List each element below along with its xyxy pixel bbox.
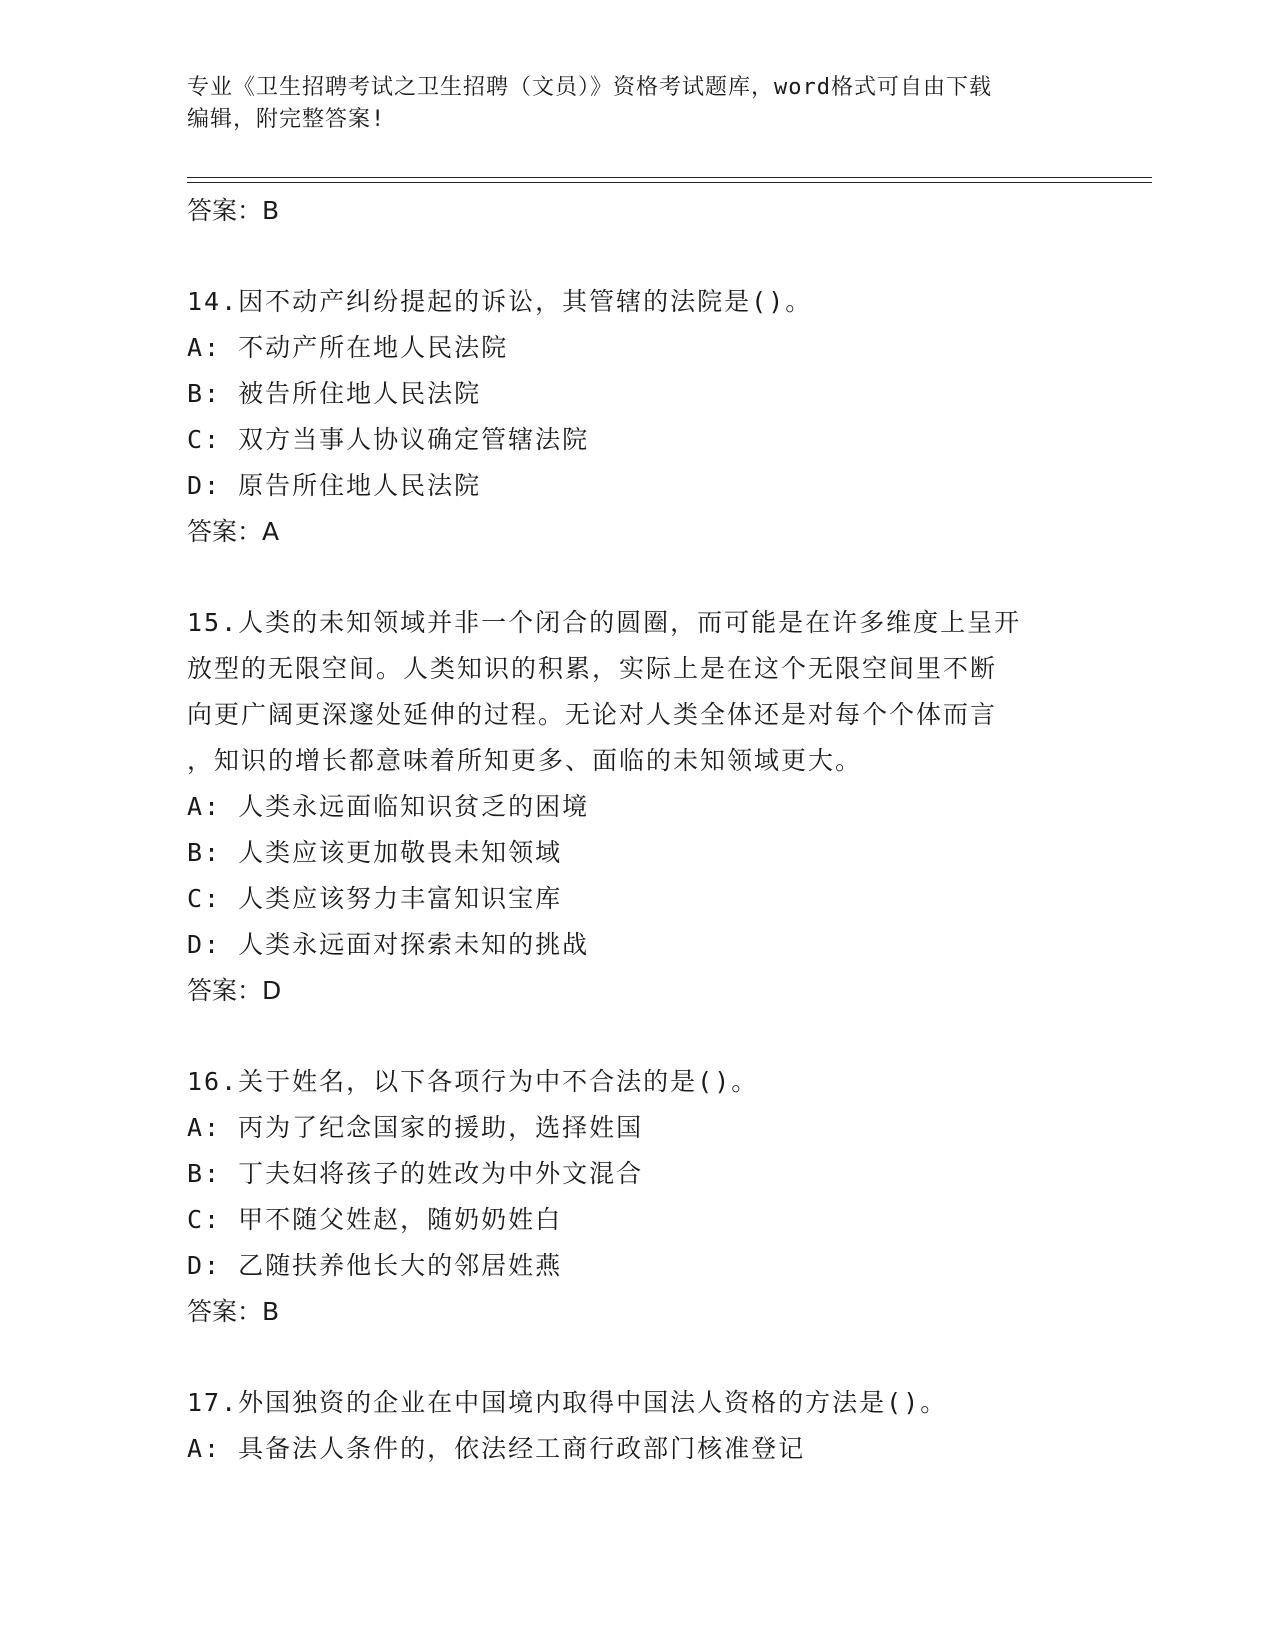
question-line: 向更广阔更深邃处延伸的过程。无论对人类全体还是对每个个体而言: [187, 700, 998, 729]
question-line: 14.因不动产纠纷提起的诉讼，其管辖的法院是()。: [187, 287, 813, 316]
option-a: A: 丙为了纪念国家的援助，选择姓国: [187, 1113, 644, 1142]
question-line: 17.外国独资的企业在中国境内取得中国法人资格的方法是()。: [187, 1388, 948, 1417]
answer-line: 答案：A: [187, 517, 280, 546]
option-a: A: 具备法人条件的，依法经工商行政部门核准登记: [187, 1434, 806, 1463]
question-text: [187, 1380, 1087, 1426]
question-line: ，知识的增长都意味着所知更多、面临的未知领域更大。: [187, 746, 863, 775]
header-divider: [187, 177, 1152, 178]
option-a: A: 不动产所在地人民法院: [187, 333, 509, 362]
option-c: C: 甲不随父姓赵，随奶奶姓白: [187, 1205, 563, 1234]
header-line: 编辑，附完整答案!: [187, 107, 386, 132]
option-b: B: 人类应该更加敬畏未知领域: [187, 838, 563, 867]
question-text: [187, 279, 1087, 325]
question-block: [187, 1059, 1087, 1335]
question-block: [187, 600, 1087, 1014]
spacer: [187, 1335, 1087, 1380]
question-block: [187, 279, 1087, 555]
option-c: C: 双方当事人协议确定管辖法院: [187, 425, 590, 454]
question-text: [187, 600, 1087, 784]
option-d: D: 人类永远面对探索未知的挑战: [187, 930, 590, 959]
option-d: D: 乙随扶养他长大的邻居姓燕: [187, 1251, 563, 1280]
question-line: 放型的无限空间。人类知识的积累，实际上是在这个无限空间里不断: [187, 654, 998, 683]
spacer: [187, 1014, 1087, 1059]
option-a: A: 人类永远面临知识贫乏的困境: [187, 792, 590, 821]
question-list: [187, 188, 1087, 1472]
option-c: C: 人类应该努力丰富知识宝库: [187, 884, 563, 913]
question-line: 16.关于姓名，以下各项行为中不合法的是()。: [187, 1067, 759, 1096]
answer-line: 答案：B: [187, 196, 280, 225]
document-header: [187, 72, 1067, 136]
question-line: 15.人类的未知领域并非一个闭合的圆圈，而可能是在许多维度上呈开: [187, 608, 1022, 637]
answer-line: 答案：D: [187, 976, 282, 1005]
header-line: 专业《卫生招聘考试之卫生招聘（文员）》资格考试题库，word格式可自由下载: [187, 75, 992, 100]
question-block: [187, 1380, 1087, 1472]
question-text: [187, 1059, 1087, 1105]
option-b: B: 丁夫妇将孩子的姓改为中外文混合: [187, 1159, 644, 1188]
option-d: D: 原告所住地人民法院: [187, 471, 482, 500]
header-divider: [187, 182, 1152, 183]
spacer: [187, 555, 1087, 600]
spacer: [187, 234, 1087, 279]
option-b: B: 被告所住地人民法院: [187, 379, 482, 408]
answer-line: 答案：B: [187, 1297, 280, 1326]
